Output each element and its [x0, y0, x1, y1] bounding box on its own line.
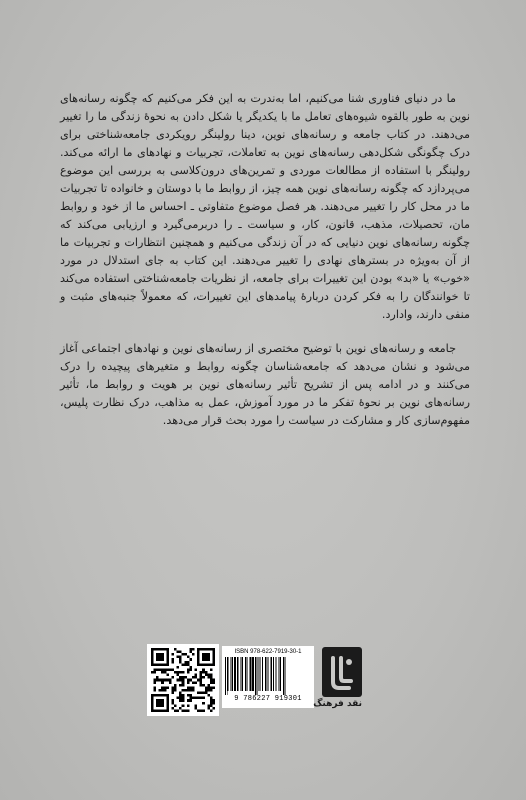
isbn-label: ISBN 978-622-7919-30-1 — [234, 649, 302, 655]
publisher-logo-icon — [313, 647, 362, 711]
ean-digits: 9 786227 919301 — [234, 695, 302, 703]
blurb-paragraph-1: ما در دنیای فناوری شنا می‌کنیم، اما به‌ندرت به این فکر می‌کنیم که چگونه رسانه‌های نوین به طور بالقوه شیوه‌های تعامل ما با یکدیگر یا شکل دادن به نحوهٔ زندگی ما را تغییر می‌دهند. در کتاب جامعه و رسانه‌های نوین، دینا رولینگر رویکردی جامعه‌شناختی برای درک چگونگی شکل‌دهی رسانه‌های نوین به تعاملات، تجربیات و نهادهای ما ارائه می‌کند. رولینگر با استفاده از مطالعات موردی و تمرین‌های درون‌کلاسی به بررسی این موضوع می‌پردازد که چگونه رسانه‌های نوین همه چیز، از روابط ما با دوستان و خانواده تا تجربیات ما در محل کار را تغییر می‌دهند. هر فصل موضوع متفاوتی ـ احساس ما از خود و روابط مان، تحصیلات، مذهب، قانون، کار، و سیاست ـ را دربرمی‌گیرد و ارزیابی می‌کند که چگونه رسانه‌های نوین دنیایی که در آن زندگی می‌کنیم و همچنین انتظارات و تجربیات ما از آن به‌ویژه در بسترهای نهادی را تغییر می‌دهند. این کتاب به جای استدلال در مورد «خوب» یا «بد» بودن این تغییرات برای جامعه، از نظریات جامعه‌شناختی استفاده می‌کند تا خوانندگان را به فکر کردن دربارهٔ پیامدهای این تغییرات، که معمولاً جنبه‌های مثبت و منفی دارند، وادارد. — [60, 92, 470, 321]
qr-code-icon — [147, 644, 219, 716]
barcode-icon — [222, 646, 314, 708]
blurb-text — [60, 90, 470, 430]
blurb-paragraph-2: جامعه و رسانه‌های نوین با توضیح مختصری از رسانه‌های نوین و نهادهای اجتماعی آغاز می‌شود و نشان می‌دهد که جامعه‌شناسان چگونه روابط و متغیرهای پیچیده را درک می‌کنند و در ادامه پس از تشریح تأثیر رسانه‌های نوین بر هویت و روابط ما، تأثیر رسانه‌های نوین بر نحوهٔ تفکر ما در مورد آموزش، عمل به مذاهب، درک نظارت پلیس، مفهوم‌سازی کار و مشارکت در سیاست را مورد بحث قرار می‌دهد. — [60, 342, 470, 427]
publisher-name: نقد فرهنگ — [313, 699, 362, 709]
publisher-logo-mark — [322, 647, 362, 697]
